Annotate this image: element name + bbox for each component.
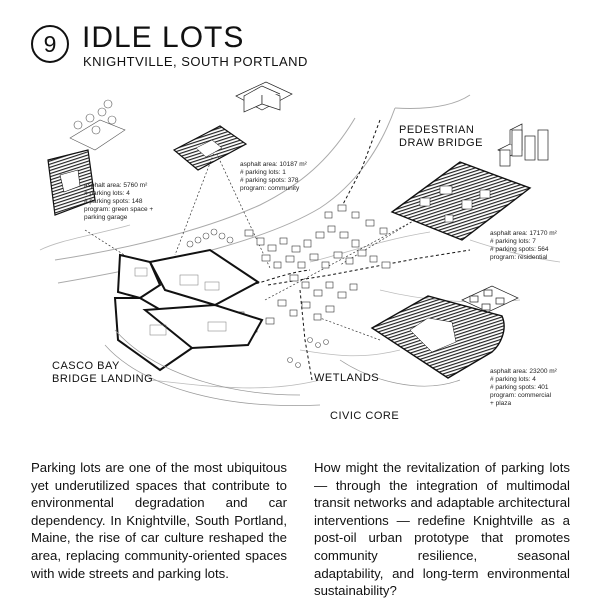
stats-residential: asphalt area: 17170 m² # parking lots: 7 # parking spots: 564 program: residential xyxy=(490,230,557,261)
body-paragraph-right: How might the revitalization of parking lots — through the integration of multimodal transit networks and adaptable architectural interventions — redefine Knightville as a post-oil urban prototype that promotes community resilience, seasonal adaptability, and long-term environmental sustainability? xyxy=(314,460,570,599)
label-civic-core: CIVIC CORE xyxy=(330,410,400,422)
label-wetlands: WETLANDS xyxy=(314,372,380,384)
page-title: IDLE LOTS xyxy=(82,21,245,54)
stats-commercial: asphalt area: 23200 m² # parking lots: 4 # parking spots: 401 program: commercial + plaza xyxy=(490,368,557,407)
label-pedestrian-bridge: PEDESTRIAN DRAW BRIDGE xyxy=(399,124,483,149)
thumbnail-community-building xyxy=(236,82,292,112)
thumbnail-residential-towers xyxy=(498,124,548,166)
body-paragraph-left: Parking lots are one of the most ubiquitous yet underutilized spaces that contribute to environmental degradation and car dependency. In Knightville, South Portland, Maine, the rise of car culture reshaped the area, replacing community-oriented spaces with wide streets and parking lots. xyxy=(31,460,287,581)
label-casco-bay: CASCO BAY BRIDGE LANDING xyxy=(52,360,154,385)
inset-lot-residential xyxy=(392,162,530,240)
thumbnail-trees xyxy=(70,100,125,150)
page-subtitle: KNIGHTVILLE, SOUTH PORTLAND xyxy=(83,54,308,69)
stats-green-space: asphalt area: 5760 m² # parking lots: 4 # parking spots: 148 program: green space + parking garage xyxy=(84,182,154,221)
inset-lot-community xyxy=(174,126,246,170)
section-number-badge: 9 xyxy=(31,25,69,63)
stats-community: asphalt area: 10187 m² # parking lots: 1 # parking spots: 378 program: community xyxy=(240,161,307,192)
